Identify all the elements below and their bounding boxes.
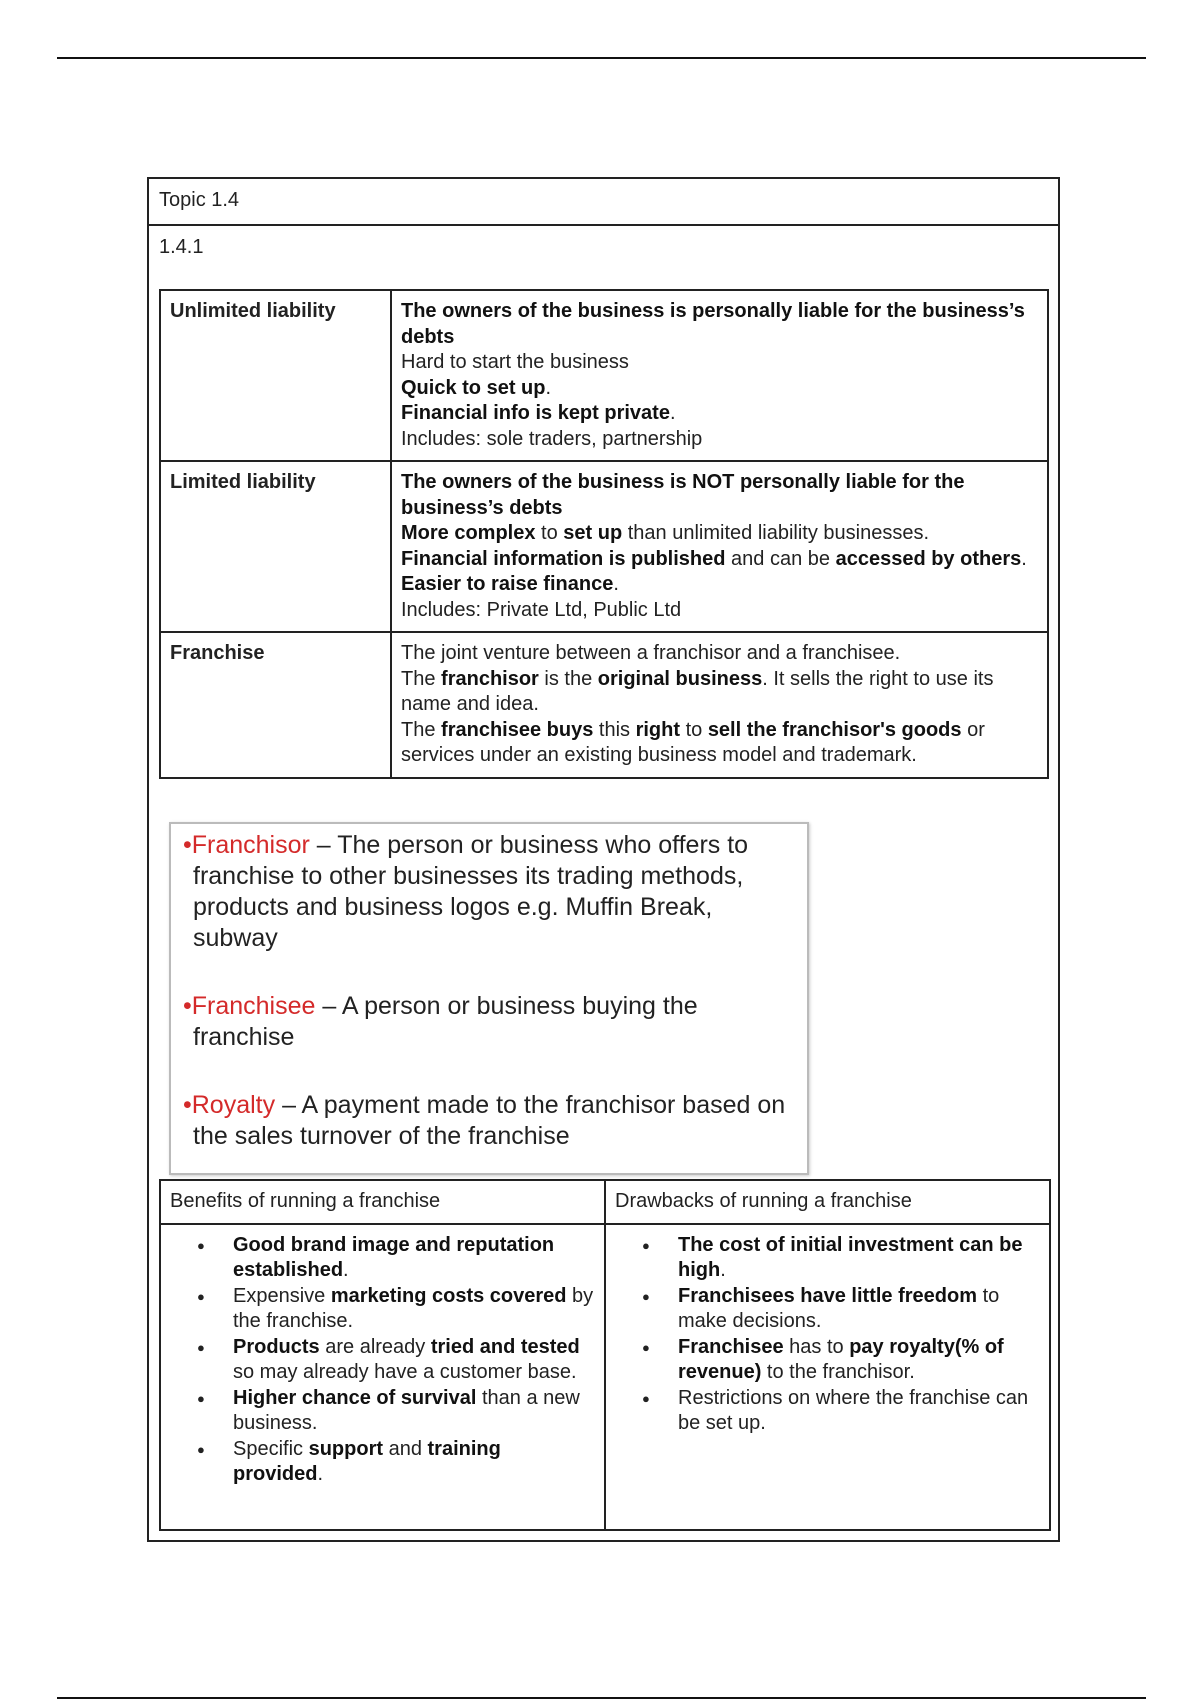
table-row — [160, 290, 1048, 461]
text-run: sell the franchisor's goods — [707, 718, 962, 741]
benefits-item — [197, 1386, 595, 1437]
row-description — [391, 461, 1048, 632]
header-rule — [57, 57, 1146, 59]
row-description — [391, 632, 1048, 778]
text-run: Products — [233, 1335, 320, 1358]
definition-term: •Franchisee — [183, 992, 316, 1020]
text-run: has to — [783, 1335, 850, 1358]
text-run: Easier to raise finance — [401, 573, 614, 595]
drawbacks-item — [642, 1335, 1040, 1386]
table-row — [160, 632, 1048, 778]
benefits-item — [197, 1437, 595, 1488]
text-run: franchisor — [441, 667, 539, 690]
text-run: or services under an existing business model and trademark. — [401, 718, 985, 766]
text-run: More complex — [401, 522, 536, 544]
text-run: . — [669, 402, 676, 424]
description-line — [401, 572, 1038, 598]
text-run: training provided — [233, 1437, 501, 1485]
topic-table — [147, 177, 1060, 1542]
subtopic-title: 1.4.1 — [159, 236, 204, 258]
text-run: to — [535, 522, 564, 544]
text-run: Expensive — [233, 1284, 331, 1307]
definition — [183, 991, 795, 1053]
text-run: Specific — [233, 1437, 309, 1460]
topic-title: Topic 1.4 — [149, 179, 1058, 226]
text-run: The joint venture between a franchisor and a franchisee. — [401, 642, 901, 664]
text-run: original business — [597, 667, 763, 690]
drawbacks-item — [642, 1284, 1040, 1335]
text-run: Financial information is published — [401, 547, 726, 570]
text-run: right — [635, 718, 681, 741]
drawbacks-item — [642, 1233, 1040, 1284]
description-line — [401, 641, 1038, 667]
description-line — [401, 427, 1038, 453]
text-run: are already — [319, 1335, 431, 1358]
text-run: set up — [563, 522, 623, 544]
text-run: this — [593, 718, 636, 741]
text-run: franchisee buys — [441, 718, 594, 741]
description-line — [401, 350, 1038, 376]
row-description — [391, 290, 1048, 461]
text-run: Franchisee — [678, 1335, 784, 1358]
footer-rule — [57, 1697, 1146, 1699]
text-run: Restrictions on where the franchise can be set up. — [678, 1386, 1029, 1434]
description-line — [401, 547, 1038, 573]
text-run: Quick to set up — [401, 376, 546, 399]
benefits-header: Benefits of running a franchise — [160, 1180, 605, 1224]
description-line — [401, 718, 1038, 769]
definition — [183, 830, 795, 954]
text-run: is the — [538, 667, 598, 690]
text-run: Financial info is kept private — [401, 402, 670, 424]
text-run: accessed by others — [835, 547, 1022, 570]
text-run: marketing costs covered — [330, 1284, 567, 1307]
description-line — [401, 598, 1038, 624]
text-run: The cost of initial investment can be high — [678, 1233, 1023, 1281]
text-run: and — [383, 1437, 428, 1460]
text-run: to make decisions. — [678, 1284, 1000, 1332]
text-run: pay royalty(% of revenue) — [678, 1335, 1004, 1383]
text-run: . — [317, 1463, 324, 1485]
text-run: so may already have a customer base. — [233, 1361, 577, 1383]
row-term: Unlimited liability — [160, 290, 391, 461]
text-run: tried and tested — [430, 1335, 580, 1358]
description-line — [401, 376, 1038, 402]
benefits-item — [197, 1335, 595, 1386]
text-run: Higher chance of survival — [233, 1386, 477, 1409]
description-line — [401, 667, 1038, 718]
text-run: The — [401, 718, 442, 741]
benefits-item — [197, 1284, 595, 1335]
text-run: . — [1021, 547, 1027, 570]
franchise-pros-cons-table — [159, 1179, 1051, 1531]
drawbacks-item — [642, 1386, 1040, 1437]
description-line — [401, 299, 1038, 350]
text-run: Good brand image and reputation established — [233, 1233, 555, 1281]
text-run: and can be — [725, 547, 836, 570]
definition — [183, 1090, 795, 1152]
row-term: Franchise — [160, 632, 391, 778]
definition-text: – A person or business buying the franchise — [193, 992, 698, 1051]
description-line — [401, 401, 1038, 427]
text-run: than a new business. — [233, 1386, 580, 1434]
text-run: support — [308, 1437, 384, 1460]
text-run: The owners of the business is personally liable for the business’s debts — [401, 300, 1025, 348]
text-run: to — [680, 718, 708, 741]
text-run: than unlimited liability businesses. — [622, 522, 930, 544]
definitions-image — [169, 822, 809, 1175]
description-line — [401, 470, 1038, 521]
text-run: . — [720, 1259, 726, 1281]
text-run: by the franchise. — [233, 1284, 594, 1332]
text-run: to the franchisor. — [761, 1361, 915, 1383]
text-run: . — [545, 376, 552, 399]
benefits-item — [197, 1233, 595, 1284]
text-run: Hard to start the business — [401, 351, 629, 373]
definition-term: •Royalty — [183, 1091, 276, 1119]
text-run: . It sells the right to use its name and idea. — [401, 667, 994, 715]
text-run: Franchisees have little freedom — [678, 1284, 978, 1307]
text-run: Includes: Private Ltd, Public Ltd — [401, 598, 682, 621]
text-run: . — [613, 573, 619, 595]
definition-text: – A payment made to the franchisor based on the sales turnover of the franchise — [193, 1091, 786, 1150]
row-term: Limited liability — [160, 461, 391, 632]
drawbacks-header: Drawbacks of running a franchise — [605, 1180, 1050, 1224]
table-row — [160, 461, 1048, 632]
definition-text: – The person or business who offers to franchise to other businesses its trading methods, products and business logos e.g. Muffin Break, subway — [193, 831, 749, 952]
liability-table — [159, 289, 1049, 779]
drawbacks-cell — [605, 1224, 1050, 1530]
description-line — [401, 521, 1038, 547]
text-run: . — [343, 1259, 349, 1281]
benefits-cell — [160, 1224, 605, 1530]
text-run: Includes: sole traders, partnership — [401, 427, 703, 450]
definition-term: •Franchisor — [183, 831, 310, 859]
text-run: The owners of the business is NOT personally liable for the business’s debts — [401, 471, 965, 519]
text-run: The — [401, 667, 442, 690]
